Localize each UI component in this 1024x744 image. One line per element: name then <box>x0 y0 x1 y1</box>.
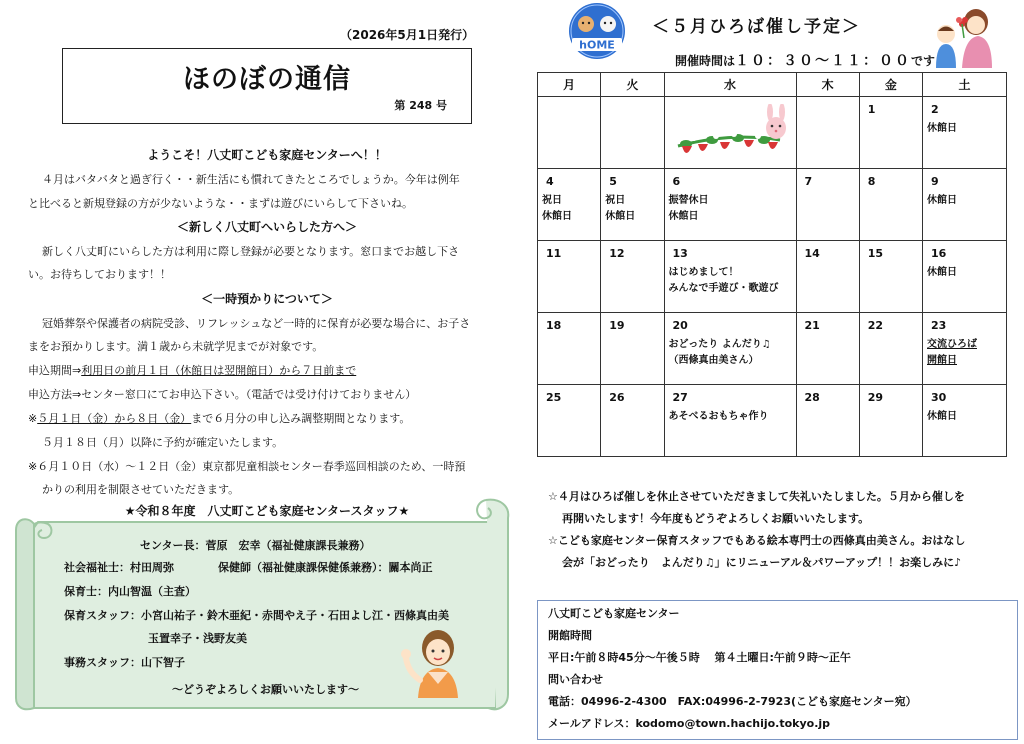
restriction-line-2: かりの利用を制限させていただきます。 <box>42 483 240 496</box>
new-residents-line-2: い。お待ちしております！！ <box>28 268 171 281</box>
day-number: 15 <box>867 247 884 260</box>
calendar-event: （西條真由美さん） <box>668 355 759 366</box>
day-number: 11 <box>546 247 562 260</box>
calendar-event: 休館日 <box>668 211 699 222</box>
calendar-day-cell <box>664 313 796 385</box>
staff-childcare-staff-2: 玉置幸子・浅野友美 <box>148 632 247 645</box>
calendar-event: 祝日 <box>605 195 626 206</box>
calendar-day-cell <box>664 241 796 313</box>
opening-hours-label: 開館時間 <box>548 629 592 642</box>
opening-hours: 平日:午前８時45分～午後５時 第４土曜日:午前９時～正午 <box>548 651 851 664</box>
calendar-day-cell <box>859 169 922 241</box>
staff-closing: ～どうぞよろしくお願いいたします～ <box>172 683 359 696</box>
staff-title: ★令和８年度 八丈町こども家庭センタースタッフ★ <box>124 504 410 518</box>
calendar-day-cell <box>664 385 796 457</box>
day-number: 19 <box>609 319 625 332</box>
calendar-day-cell <box>601 385 664 457</box>
application-method: 申込方法⇒センター窓口にてお申込下さい。（電話では受け付けておりません） <box>28 388 417 401</box>
calendar-event: 休館日 <box>605 211 636 222</box>
weekday-wed: 水 <box>664 73 796 97</box>
logo-text: hOME <box>579 38 615 52</box>
calendar-day-cell <box>859 385 922 457</box>
center-name: 八丈町こども家庭センター <box>548 607 680 620</box>
calendar-event: 休館日 <box>542 211 572 222</box>
application-period-label: 申込期間⇒ <box>28 364 82 377</box>
day-number: 14 <box>804 247 820 260</box>
contact-phone: 電話：04996-2-4300 FAX:04996-2-7923(こども家庭センター宛） <box>548 695 917 708</box>
calendar-event: 振替休日 <box>668 195 709 206</box>
day-number: 18 <box>546 319 562 332</box>
day-number: 1 <box>867 103 876 116</box>
contact-info-box <box>537 600 1018 740</box>
weekday-fri: 金 <box>859 73 922 97</box>
day-number: 25 <box>546 391 562 404</box>
hours-time: １０：３０～１１：００ <box>735 53 912 69</box>
day-number: 21 <box>804 319 820 332</box>
note-2-line-1: ☆こども家庭センター保育スタッフでもある絵本専門士の西條真由美さん。おはなし <box>548 534 966 547</box>
staff-childcare-worker: 保育士：内山智温（主査） <box>64 585 196 598</box>
calendar-week-row <box>538 385 1007 457</box>
calendar-day-cell <box>796 169 859 241</box>
calendar-day-cell <box>923 97 1007 169</box>
calendar-day-cell <box>601 169 664 241</box>
adjustment-period <box>28 407 506 431</box>
calendar-day-cell <box>859 313 922 385</box>
staff-office: 事務スタッフ：山下智子 <box>64 656 185 669</box>
day-number: 28 <box>804 391 820 404</box>
calendar-day-cell <box>601 313 664 385</box>
day-number: 7 <box>804 175 813 188</box>
staff-childcare-staff-1: 保育スタッフ：小宮山祐子・鈴木亜紀・赤間やえ子・石田よし江・西條真由美 <box>64 609 449 622</box>
hours-suffix: です <box>911 54 936 68</box>
note-1-line-1: ☆４月はひろば催しを休止させていただきまして失礼いたしました。５月から催しを <box>548 490 965 503</box>
schedule-hours <box>675 50 935 70</box>
adjustment-rest: まで６月分の申し込み調整期間となります。 <box>191 412 411 425</box>
welcome-line-2: と比べると新規登録の方が少ないような・・まずは遊びにいらして下さいね。 <box>28 197 413 210</box>
temporary-care-heading: ＜一時預かりについて＞ <box>201 292 333 306</box>
calendar-day-cell <box>796 385 859 457</box>
calendar-event: 休館日 <box>927 411 957 422</box>
calendar-event: はじめまして！ <box>668 267 739 278</box>
calendar-event: 休館日 <box>927 267 957 278</box>
calendar-week-row <box>538 169 1007 241</box>
calendar-event: 休館日 <box>927 123 957 134</box>
day-number: 6 <box>672 175 681 188</box>
schedule-title: ＜５月ひろば催し予定＞ <box>652 17 861 37</box>
staff-public-health-nurse: 保健師（福祉健康課保健係兼務）：關本尚正 <box>218 561 433 574</box>
newsletter-title: ほのぼの通信 <box>183 64 351 95</box>
day-number: 9 <box>931 175 939 188</box>
calendar-day-cell <box>601 241 664 313</box>
calendar-event: 休館日 <box>927 195 957 206</box>
day-number: 12 <box>609 247 625 260</box>
temporary-care-line-1: 冠婚葬祭や保護者の病院受診、リフレッシュなど一時的に保育が必要な場合に、お子さ <box>42 317 471 330</box>
new-residents-line-1: 新しく八丈町にいらした方は利用に際し登録が必要となります。窓口までお越し下さ <box>42 245 460 258</box>
adjustment-prefix: ※ <box>28 412 38 425</box>
adjustment-dates: ５月１日（金）から８日（金） <box>37 412 192 425</box>
calendar-day-cell <box>796 313 859 385</box>
calendar-day-cell <box>923 313 1007 385</box>
weekday-mon: 月 <box>538 73 601 97</box>
note-2-line-2: 会が「おどったり よんだり♫」にリニューアル＆パワーアップ！！お楽しみに♪ <box>562 556 962 569</box>
calendar-week-row <box>538 241 1007 313</box>
staff-director: センター長：菅原 宏幸（福祉健康課長兼務） <box>140 539 371 552</box>
weekday-sat: 土 <box>923 73 1007 97</box>
waving-woman-illustration <box>398 622 474 698</box>
day-number: 16 <box>931 247 947 260</box>
day-number: 8 <box>867 175 876 188</box>
calendar-day-cell <box>859 97 922 169</box>
calendar-day-cell <box>923 241 1007 313</box>
day-number: 2 <box>931 103 939 116</box>
calendar-day-cell <box>923 169 1007 241</box>
calendar-day-cell <box>538 385 601 457</box>
day-number: 13 <box>672 247 688 260</box>
temporary-care-line-2: まをお預かりします。満１歳から未就学児までが対象です。 <box>28 340 324 353</box>
day-number: 5 <box>609 175 617 188</box>
calendar-event: 開館日 <box>927 355 957 366</box>
day-number: 26 <box>609 391 625 404</box>
calendar-day-cell <box>538 313 601 385</box>
strawberry-rabbit-illustration <box>672 104 800 164</box>
calendar-week-row <box>538 313 1007 385</box>
staff-social-worker: 社会福祉士：村田周弥 <box>64 561 174 574</box>
hours-prefix: 開催時間は <box>675 54 736 68</box>
calendar-day-cell <box>859 241 922 313</box>
calendar-day-cell <box>538 169 601 241</box>
calendar-event: おどったり よんだり♫ <box>668 339 771 350</box>
calendar-day-cell <box>796 97 859 169</box>
calendar-day-cell <box>538 97 601 169</box>
calendar-day-cell <box>664 169 796 241</box>
calendar-day-cell <box>796 241 859 313</box>
day-number: 4 <box>546 175 554 188</box>
issue-number: 第 248 号 <box>394 99 447 112</box>
welcome-line-1: ４月はバタバタと過ぎ行く・・新生活にも慣れてきたところでしょうか。今年は例年 <box>42 173 460 186</box>
note-1-line-2: 再開いたします！今年度もどうぞよろしくお願いいたします。 <box>562 512 870 525</box>
day-number: 27 <box>672 391 688 404</box>
contact-label: 問い合わせ <box>548 673 603 686</box>
calendar-day-cell <box>923 385 1007 457</box>
calendar-day-cell <box>601 97 664 169</box>
contact-email[interactable]: メールアドレス：kodomo@town.hachijo.tokyo.jp <box>548 717 831 730</box>
day-number: 29 <box>867 391 884 404</box>
day-number: 23 <box>931 319 947 332</box>
calendar-event: あそべるおもちゃ作り <box>668 411 769 422</box>
restriction-line-1: ※６月１０日（水）～１２日（金）東京都児童相談センター春季巡回相談のため、一時預 <box>28 460 466 473</box>
application-period-text: 利用日の前月１日（休館日は翌開館日）から７日前まで <box>81 364 357 377</box>
newsletter-title-box <box>62 48 472 124</box>
welcome-heading: ようこそ！八丈町こども家庭センターへ！！ <box>147 148 387 162</box>
application-period <box>28 359 506 383</box>
new-residents-heading: ＜新しく八丈町へいらした方へ＞ <box>176 220 357 234</box>
calendar-event: 交流ひろば <box>927 339 977 350</box>
calendar-day-cell <box>538 241 601 313</box>
issue-date: （2026年5月1日発行） <box>340 28 475 42</box>
home-logo-icon <box>560 2 634 62</box>
reservation-confirm: ５月１８日（月）以降に予約が確定いたします。 <box>42 436 284 449</box>
calendar-event: 祝日 <box>542 195 562 206</box>
weekday-tue: 火 <box>601 73 664 97</box>
day-number: 20 <box>672 319 688 332</box>
day-number: 22 <box>867 319 884 332</box>
calendar-header-row <box>538 73 1007 97</box>
day-number: 30 <box>931 391 947 404</box>
calendar-event: みんなで手遊び・歌遊び <box>668 283 779 294</box>
weekday-thu: 木 <box>796 73 859 97</box>
